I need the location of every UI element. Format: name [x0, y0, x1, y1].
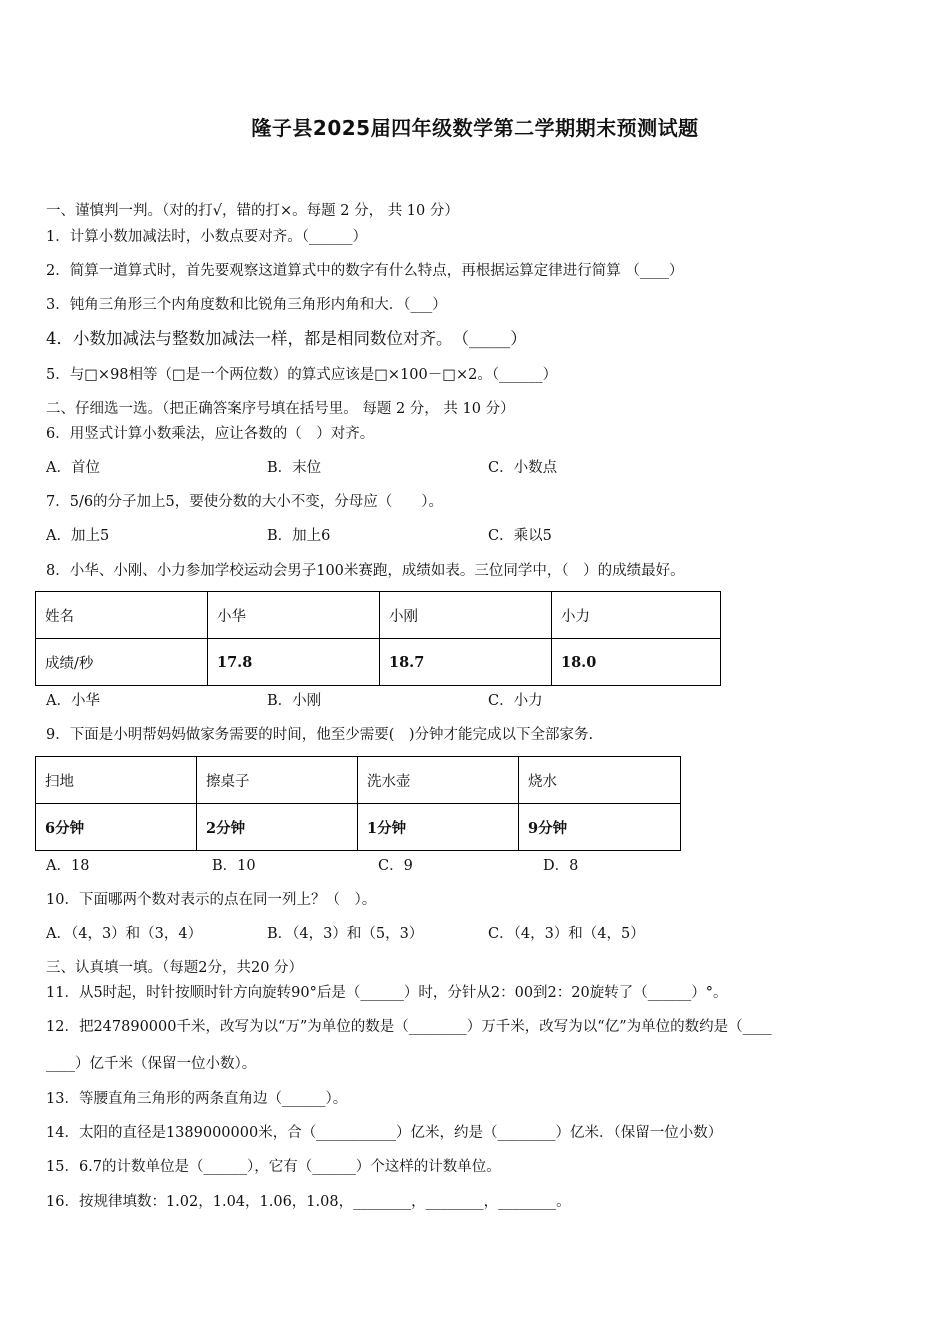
q10-option-b: B．（4，3）和（5，3）: [267, 926, 424, 942]
table-cell: 17.8: [208, 639, 380, 686]
question-8: 8．小华、小刚、小力参加学校运动会男子100米赛跑，成绩如表。三位同学中，（ ）的成绩最好。: [46, 563, 685, 579]
question-15: 15．6.7的计数单位是（______），它有（______）个这样的计数单位。: [46, 1159, 501, 1175]
question-10: 10．下面哪两个数对表示的点在同一列上？（ ）。: [46, 892, 377, 908]
table-cell: 小华: [208, 592, 380, 639]
table-cell: 小力: [552, 592, 721, 639]
q7-option-a: A．加上5: [46, 528, 110, 544]
q6-option-a: A．首位: [46, 460, 100, 476]
question-6: 6．用竖式计算小数乘法，应让各数的（ ）对齐。: [46, 426, 375, 442]
q8-option-b: B．小刚: [267, 693, 322, 709]
q10-option-a: A．（4，3）和（3，4）: [46, 926, 203, 942]
q6-option-b: B．末位: [267, 460, 322, 476]
table-row: [36, 757, 681, 804]
question-9: 9．下面是小明帮妈妈做家务需要的时间，他至少需要( )分钟才能完成以下全部家务.: [46, 727, 594, 743]
question-13: 13．等腰直角三角形的两条直角边（______）。: [46, 1091, 348, 1107]
table-cell: 扫地: [36, 757, 197, 804]
question-16: 16．按规律填数：1.02，1.04，1.06，1.08，________，________，________。: [46, 1194, 571, 1210]
table-cell: 烧水: [519, 757, 681, 804]
q7-option-b: B．加上6: [267, 528, 331, 544]
q8-option-a: A．小华: [46, 693, 100, 709]
q8-option-c: C．小力: [488, 693, 543, 709]
table-cell: 成绩/秒: [36, 639, 208, 686]
table-cell: 姓名: [36, 592, 208, 639]
table-row: [36, 639, 721, 686]
table-row: [36, 804, 681, 851]
question-4: 4．小数加减法与整数加减法一样，都是相同数位对齐。 （_____）: [46, 329, 527, 348]
chores-table: [35, 756, 681, 851]
question-14: 14．太阳的直径是1389000000米，合（___________）亿米，约是（________）亿米．（保留一位小数）: [46, 1125, 723, 1141]
table-row: [36, 592, 721, 639]
table-cell: 9分钟: [519, 804, 681, 851]
table-cell: 6分钟: [36, 804, 197, 851]
table-cell: 小刚: [380, 592, 552, 639]
q9-option-a: A．18: [46, 858, 90, 874]
table-cell: 1分钟: [358, 804, 519, 851]
q9-option-c: C．9: [378, 858, 413, 874]
section-1-header: 一、谨慎判一判。（对的打√，错的打×。每题 2 分， 共 10 分）: [46, 203, 459, 219]
question-7: 7．5/6的分子加上5，要使分数的大小不变，分母应（ ）。: [46, 494, 444, 510]
question-1: 1．计算小数加减法时，小数点要对齐。（______）: [46, 229, 367, 245]
race-results-table: [35, 591, 721, 686]
q6-option-c: C．小数点: [488, 460, 558, 476]
question-3: 3．钝角三角形三个内角度数和比锐角三角形内角和大．（___）: [46, 297, 447, 313]
question-12-line-1: 12．把247890000千米，改写为以“万”为单位的数是（________）万千米，改写为以“亿”为单位的数约是（____: [46, 1019, 772, 1035]
q9-option-d: D．8: [543, 858, 579, 874]
table-cell: 18.0: [552, 639, 721, 686]
section-3-header: 三、认真填一填。（每题2分，共20 分）: [46, 960, 304, 976]
question-12-line-2: ____）亿千米（保留一位小数）。: [46, 1056, 257, 1072]
question-11: 11．从5时起，时针按顺时针方向旋转90°后是（______）时，分针从2：00到2：20旋转了（______）°。: [46, 985, 728, 1001]
table-cell: 2分钟: [197, 804, 358, 851]
question-5: 5．与□×98相等（□是一个两位数）的算式应该是□×100－□×2。（______）: [46, 367, 558, 383]
q9-option-b: B．10: [212, 858, 256, 874]
table-cell: 18.7: [380, 639, 552, 686]
question-2: 2．简算一道算式时，首先要观察这道算式中的数字有什么特点，再根据运算定律进行简算 （____）: [46, 263, 684, 279]
table-cell: 洗水壶: [358, 757, 519, 804]
section-2-header: 二、仔细选一选。（把正确答案序号填在括号里。 每题 2 分， 共 10 分）: [46, 401, 515, 417]
q10-option-c: C．（4，3）和（4，5）: [488, 926, 645, 942]
q7-option-c: C．乘以5: [488, 528, 552, 544]
table-cell: 擦桌子: [197, 757, 358, 804]
page-title: 隆子县2025届四年级数学第二学期期末预测试题: [251, 116, 699, 140]
